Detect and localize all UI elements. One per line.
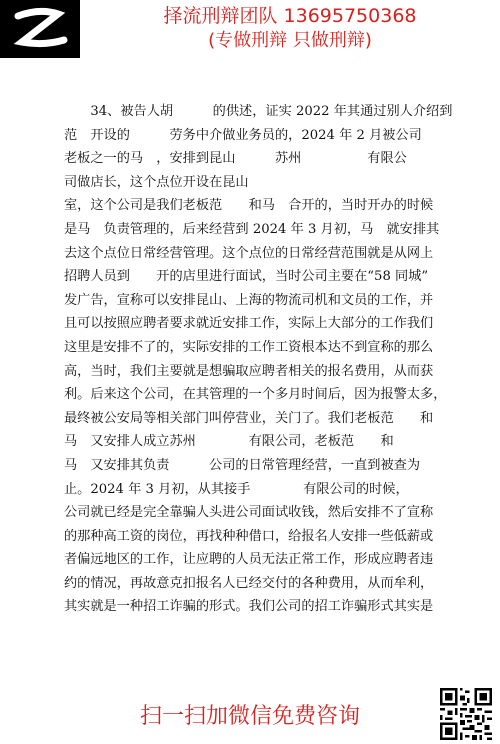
body-line: 的那种高工资的岗位，再找种种借口，给报名人安排一些低薪或 [64, 528, 434, 544]
body-line: 是马 负责管理的，后来经营到 2024 年 3 月初，马 就安排其 [64, 221, 440, 237]
body-line: 止。2024 年 3 月初，从其接手 有限公司的时候， [64, 481, 409, 497]
header-title: 择流刑辩团队 13695750368 [163, 5, 417, 27]
body-line: 高，当时，我们主要就是想骗取应聘者相关的报名费用，从而获 [64, 363, 434, 379]
body-line: 约的情况，再故意克扣报名人已经交付的各种费用，从而牟利， [64, 575, 434, 591]
contact-header [80, 0, 500, 60]
body-line: 者偏远地区的工作，让应聘的人员无法正常工作，形成应聘者违 [64, 552, 434, 568]
body-line: 发广告，宣称可以安排昆山、上海的物流司机和文员的工作，并 [64, 292, 434, 308]
body-line: 老板之一的马 ，安排到昆山 苏州 有限公 [64, 151, 407, 167]
body-line: 公司就已经是完全靠骗人头进公司面试收钱，然后安排不了宣称 [64, 505, 434, 521]
header-subtitle: (专做刑辩 只做刑辩) [208, 30, 372, 51]
body-line: 去这个点位日常经营管理。这个点位的日常经营范围就是从网上 [64, 245, 434, 261]
body-line: 室，这个公司是我们老板范 和马 合开的，当时开办的时候 [64, 198, 434, 214]
body-line: 这里是安排不了的，实际安排的工作工资根本达不到宣称的那么 [64, 339, 434, 355]
z-logo-icon [0, 0, 80, 58]
body-line: 其实就是一种招工诈骗的形式。我们公司的招工诈骗形式其实是 [64, 599, 434, 615]
body-line: 招聘人员到 开的店里进行面试，当时公司主要在“58 同城” [64, 269, 429, 285]
body-line: 司做店长，这个点位开设在昆山 [64, 174, 249, 190]
document-body [64, 100, 452, 619]
wechat-consult-banner: 扫一扫加微信免费咨询 [139, 704, 360, 729]
body-line: 马 又安排人成立苏州 有限公司，老板范 和 [64, 434, 394, 450]
body-line: 且可以按照应聘者要求就近安排工作，实际上大部分的工作我们 [64, 316, 434, 332]
body-line: 34、被告人胡 的供述，证实 2022 年其通过别人介绍到 [64, 104, 452, 119]
body-line: 范 开设的 劳务中介做业务员的，2024 年 2 月被公司 [64, 127, 422, 143]
body-line: 利。后来这个公司，在其管理的一个多月时间后，因为报警太多， [64, 387, 447, 403]
body-line: 最终被公安局等相关部门叫停营业，关门了。我们老板范 和 [64, 410, 434, 426]
body-line: 马 又安排其负责 公司的日常管理经营，一直到被查为 [64, 457, 421, 473]
